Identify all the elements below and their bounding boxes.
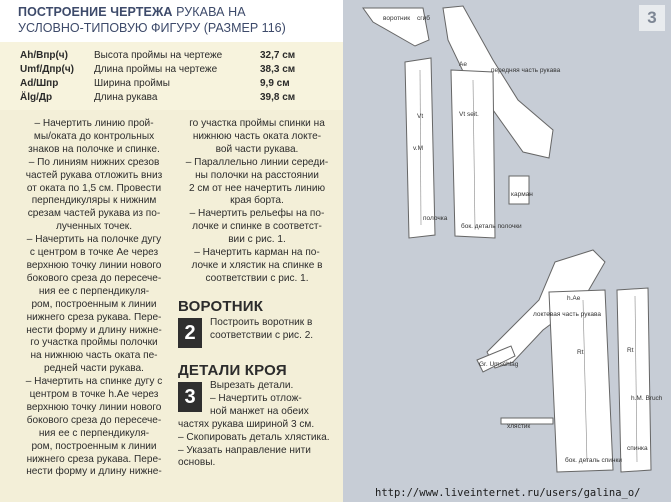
label-vt: Vt — [417, 113, 424, 120]
step-number-badge: 3 — [178, 382, 202, 412]
label-front-sleeve: передняя часть рукава — [491, 67, 561, 74]
measurement-table: Ah/Впр(ч) Высота проймы на чертеже 32,7 см Umf/Дпр(ч) Длина проймы на чертеже 38,3 см Ad/Шпр Ширина проймы 9,9 см Älg/Др Длина рукава 39,8 см — [0, 42, 343, 110]
page-title: ПОСТРОЕНИЕ ЧЕРТЕЖА РУКАВА НА — [18, 5, 246, 19]
pattern-pieces-drawing — [343, 0, 671, 502]
label-ae: Ae — [459, 61, 467, 68]
label-fold: сгиб — [417, 15, 430, 22]
instructions-column-b: го участка проймы спинки на нижнюю часть оката локте- вой части рукава. – Параллельно линии середи- ны полочки на расстоянии 2 см от нее начертить линию края борта. – Начертить рельефы на по- лочке и спинке в соответст- вии с рис. 1. – Начертить карман на по- лочке и хлястик на спинке в соответствии с рис. 1. — [185, 118, 329, 284]
label-front: полочка — [423, 215, 448, 222]
label-back-sleeve: локтевая часть рукава — [533, 311, 602, 318]
page-number-badge: 3 — [639, 5, 665, 31]
instructions-column-a: – Начертить линию прой- мы/оката до контрольных знаков на полочке и спинке. – По линиям нижних срезов частей рукава отложить вниз от оката по 1,5 см. Провести перпендикуляры к нижним срезам частей рукава из по- лученных точек. – Начертить на полочке дугу с центром в точке Ae через верхнюю точку линии нового бокового среза до пересече- ния ее с перпендикуля- ром, построенным к линии нижнего среза рукава. Пере- нести форму и длину нижне- го участка проймы полочки на нижнюю часть оката пе- редней части рукава. – Начертить на спинке дугу с центром в точке h.Ae через верхнюю точку линии нового бокового среза до пересече- ния ее с перпендикуля- ром, построенным к линии нижнего среза рукава. Пере- нести форму и длину нижне- — [25, 118, 163, 478]
label-back: спинка — [627, 445, 648, 452]
label-half-belt: хлястик — [507, 423, 531, 430]
pattern-figure-panel — [343, 0, 671, 502]
label-collar: воротник — [383, 15, 411, 22]
label-h-ae: h.Ae — [567, 295, 581, 302]
label-rt-back: Rt — [627, 347, 634, 354]
label-cuff: Gr. Umschlag — [479, 361, 519, 368]
cut-pieces-instructions: Вырезать детали. – Начертить отлож- ной манжет на обеих частях рукава шириной 3 см. – Скопировать деталь хлястика. – Указать направление нити основы. — [178, 380, 330, 469]
watermark-url: http://www.liveinternet.ru/users/galina_o/ — [375, 487, 641, 499]
label-pocket: карман — [511, 191, 533, 198]
pocket-piece — [509, 176, 529, 204]
section-heading-collar: ВОРОТНИК — [178, 298, 264, 315]
label-vm: v.M — [413, 145, 423, 152]
label-h-m-bruch: h.M. Bruch — [631, 395, 663, 402]
label-back-side: бок. деталь спинки — [565, 457, 622, 464]
step-number-badge: 2 — [178, 318, 202, 348]
section-heading-cut-pieces: ДЕТАЛИ КРОЯ — [178, 362, 287, 379]
collar-piece — [363, 8, 429, 46]
page-subtitle: УСЛОВНО-ТИПОВУЮ ФИГУРУ (РАЗМЕР 116) — [18, 21, 286, 35]
title-block — [0, 0, 343, 42]
label-rt-side: Rt — [577, 349, 584, 356]
label-front-side: бок. деталь полочки — [461, 223, 522, 230]
label-vt-seit: Vt seit. — [459, 111, 479, 118]
collar-instructions: Построить воротник в соответствии с рис. 2. — [210, 317, 314, 341]
